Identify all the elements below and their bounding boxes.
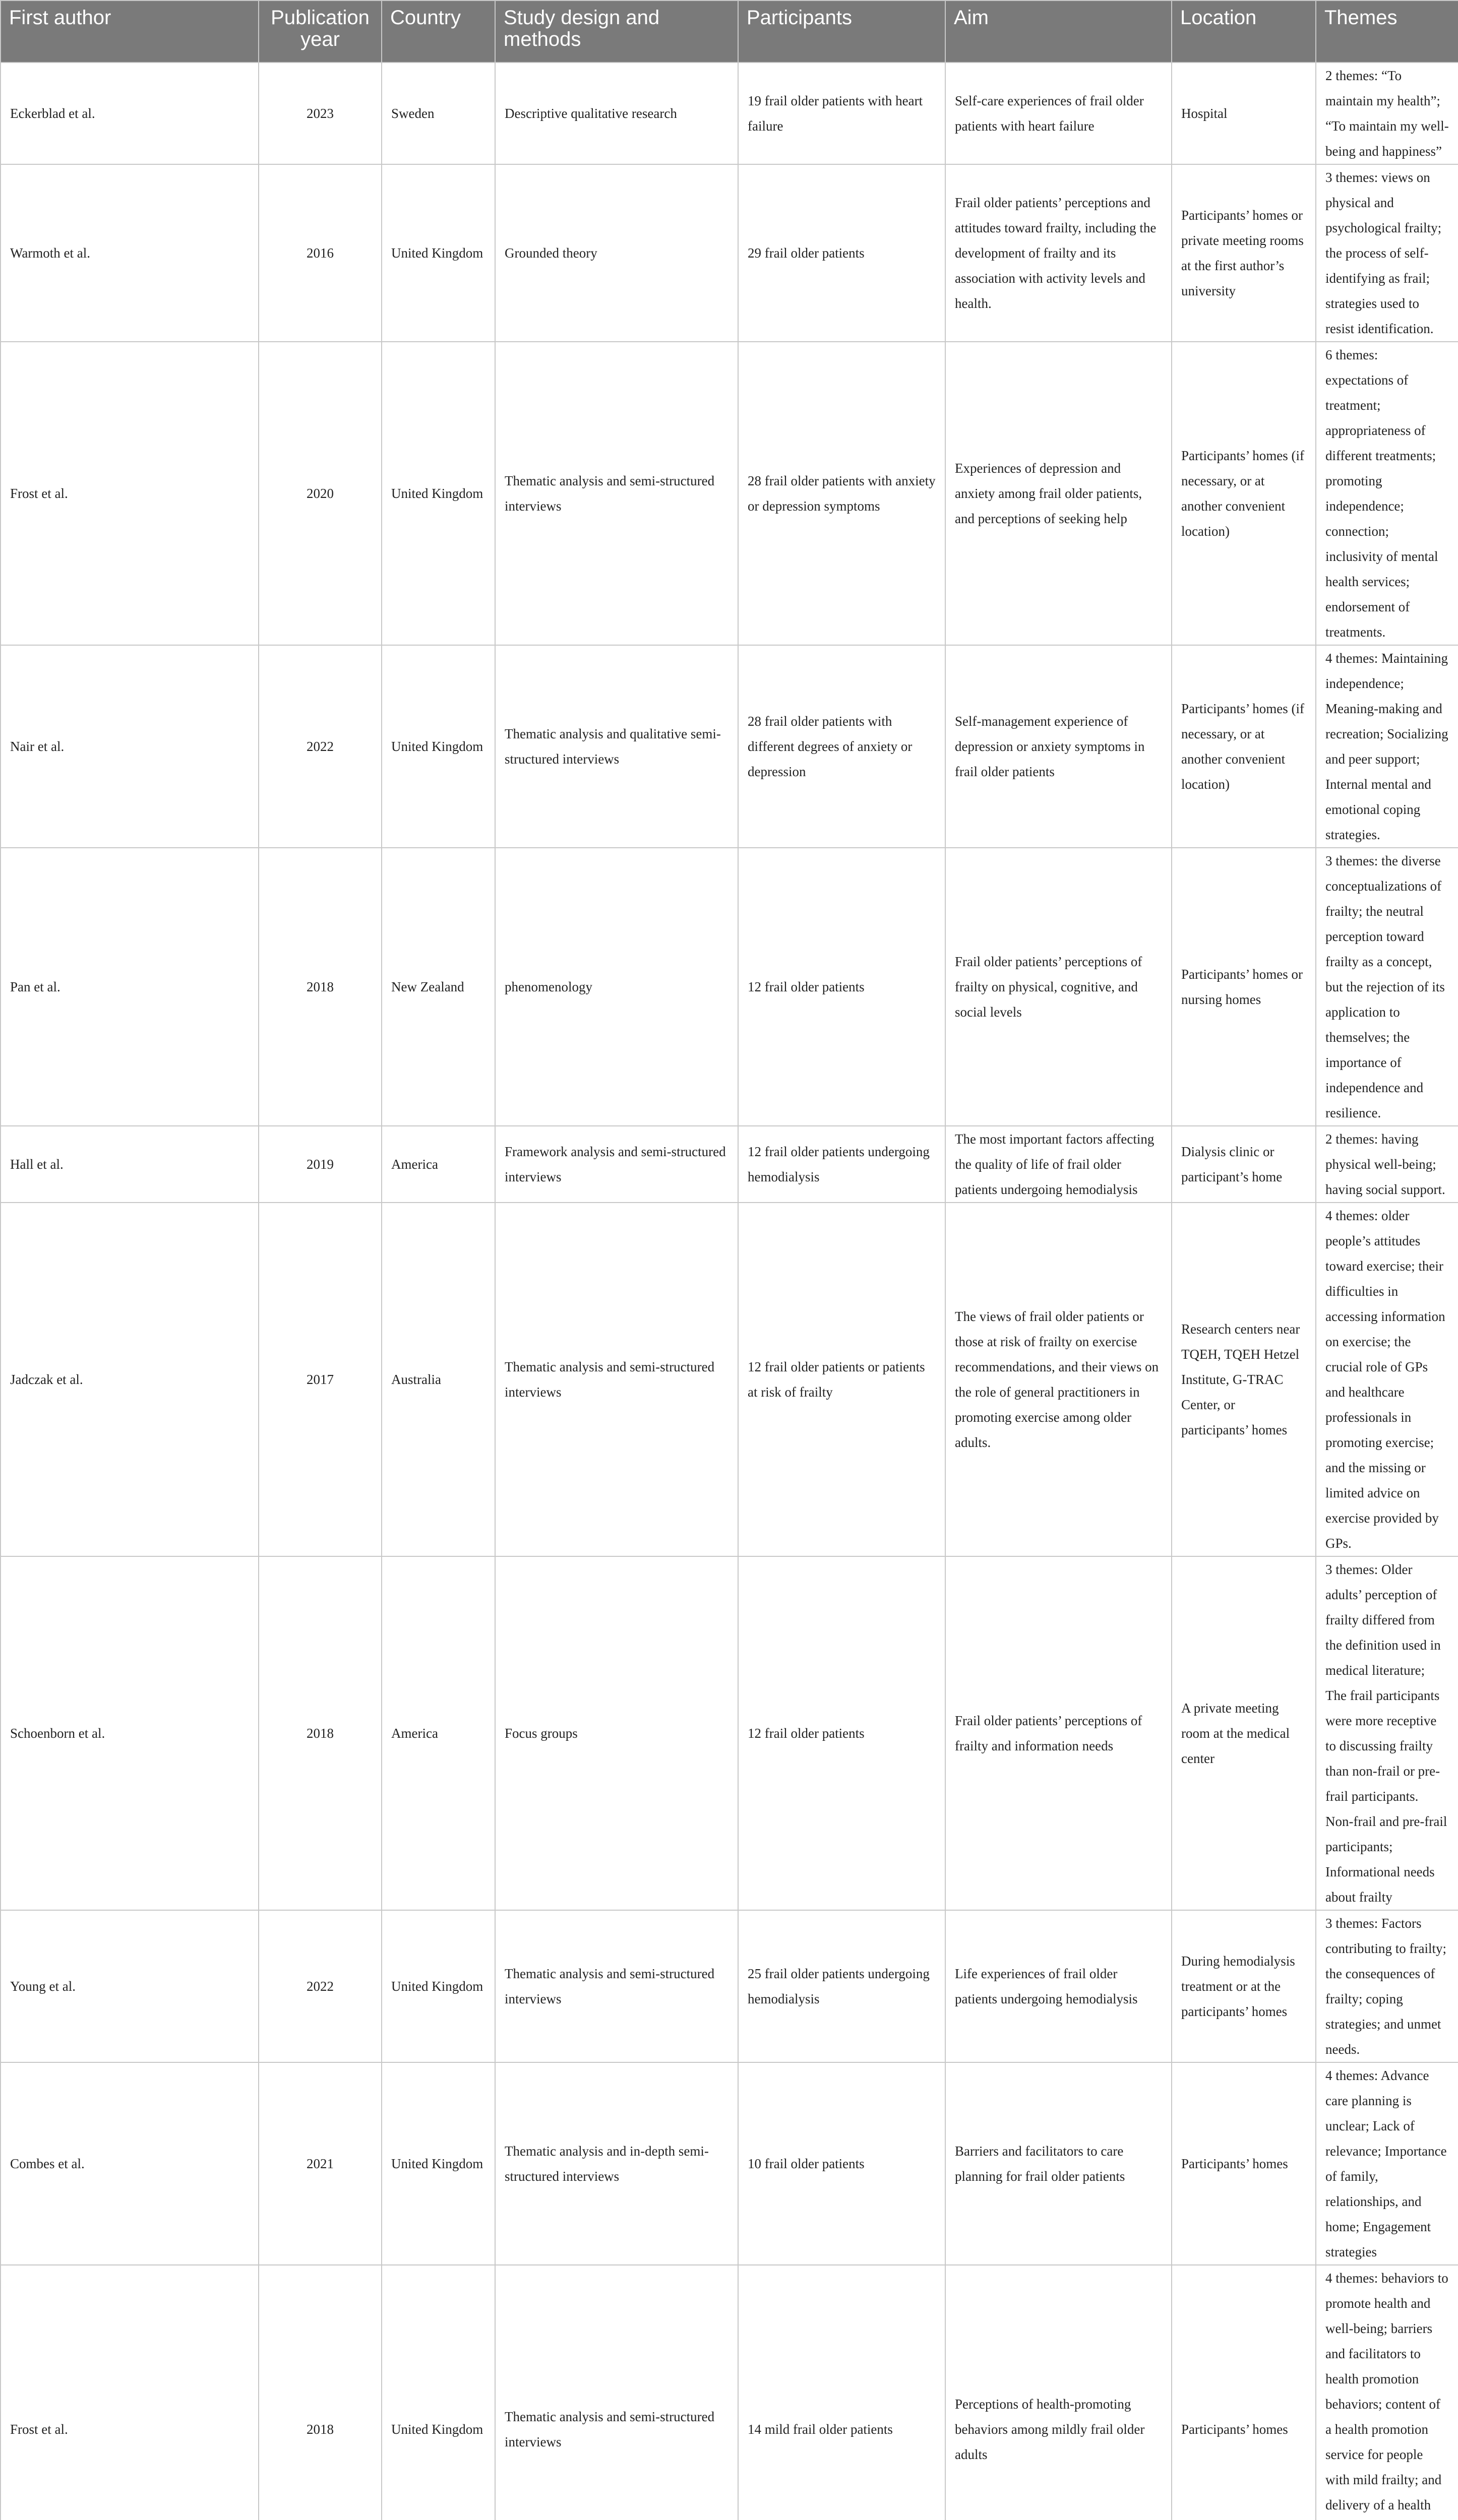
- cell-themes: 3 themes: views on physical and psychological frailty; the process of self-identifying as frail; strategies used to resist identification.: [1316, 164, 1458, 342]
- cell-study-design: Framework analysis and semi-structured interviews: [495, 1126, 738, 1203]
- cell-country: New Zealand: [382, 848, 495, 1126]
- cell-location: Participants’ homes: [1172, 2265, 1316, 2520]
- cell-aim: The most important factors affecting the quality of life of frail older patients undergoing hemodialysis: [945, 1126, 1172, 1203]
- cell-country: United Kingdom: [382, 2062, 495, 2265]
- cell-country: America: [382, 1126, 495, 1203]
- cell-themes: 3 themes: Factors contributing to frailty; the consequences of frailty; coping strategies; and unmet needs.: [1316, 1910, 1458, 2062]
- cell-country: United Kingdom: [382, 342, 495, 645]
- cell-first-author: Schoenborn et al.: [1, 1556, 259, 1910]
- cell-first-author: Pan et al.: [1, 848, 259, 1126]
- cell-aim: Life experiences of frail older patients undergoing hemodialysis: [945, 1910, 1172, 2062]
- cell-study-design: Grounded theory: [495, 164, 738, 342]
- cell-location: A private meeting room at the medical center: [1172, 1556, 1316, 1910]
- table-row: [1, 342, 1458, 645]
- cell-study-design: Focus groups: [495, 1556, 738, 1910]
- table-row: [1, 62, 1458, 164]
- cell-location: Dialysis clinic or participant’s home: [1172, 1126, 1316, 1203]
- cell-study-design: Thematic analysis and semi-structured interviews: [495, 1910, 738, 2062]
- cell-first-author: Young et al.: [1, 1910, 259, 2062]
- table-header: [1, 1, 1458, 62]
- cell-country: America: [382, 1556, 495, 1910]
- cell-study-design: Thematic analysis and semi-structured interviews: [495, 1203, 738, 1556]
- cell-location: Research centers near TQEH, TQEH Hetzel Institute, G-TRAC Center, or participants’ homes: [1172, 1203, 1316, 1556]
- cell-participants: 10 frail older patients: [738, 2062, 945, 2265]
- cell-publication-year: 2023: [259, 62, 382, 164]
- cell-aim: Frail older patients’ perceptions and attitudes toward frailty, including the development of frailty and its association with activity levels and health.: [945, 164, 1172, 342]
- cell-study-design: Descriptive qualitative research: [495, 62, 738, 164]
- cell-publication-year: 2018: [259, 2265, 382, 2520]
- cell-publication-year: 2022: [259, 1910, 382, 2062]
- cell-participants: 12 frail older patients: [738, 1556, 945, 1910]
- table-row: [1, 1556, 1458, 1910]
- cell-participants: 12 frail older patients undergoing hemodialysis: [738, 1126, 945, 1203]
- cell-participants: 14 mild frail older patients: [738, 2265, 945, 2520]
- cell-aim: The views of frail older patients or those at risk of frailty on exercise recommendations, and their views on the role of general practitioners in promoting exercise among older adults.: [945, 1203, 1172, 1556]
- header-publication-year: Publication year: [259, 1, 382, 62]
- cell-location: Participants’ homes or private meeting rooms at the first author’s university: [1172, 164, 1316, 342]
- cell-aim: Experiences of depression and anxiety among frail older patients, and perceptions of seeking help: [945, 342, 1172, 645]
- cell-aim: Self-management experience of depression or anxiety symptoms in frail older patients: [945, 645, 1172, 848]
- cell-participants: 29 frail older patients: [738, 164, 945, 342]
- cell-themes: 3 themes: the diverse conceptualizations of frailty; the neutral perception toward frailty as a concept, but the rejection of its application to themselves; the importance of independence and resilience.: [1316, 848, 1458, 1126]
- header-aim: Aim: [945, 1, 1172, 62]
- cell-aim: Frail older patients’ perceptions of frailty and information needs: [945, 1556, 1172, 1910]
- cell-participants: 19 frail older patients with heart failure: [738, 62, 945, 164]
- cell-first-author: Combes et al.: [1, 2062, 259, 2265]
- cell-location: Participants’ homes: [1172, 2062, 1316, 2265]
- header-country: Country: [382, 1, 495, 62]
- cell-publication-year: 2020: [259, 342, 382, 645]
- cell-publication-year: 2021: [259, 2062, 382, 2265]
- cell-first-author: Hall et al.: [1, 1126, 259, 1203]
- cell-themes: 4 themes: Maintaining independence; Meaning-making and recreation; Socializing and peer support; Internal mental and emotional coping strategies.: [1316, 645, 1458, 848]
- cell-aim: Barriers and facilitators to care planning for frail older patients: [945, 2062, 1172, 2265]
- cell-study-design: Thematic analysis and in-depth semi-structured interviews: [495, 2062, 738, 2265]
- cell-publication-year: 2019: [259, 1126, 382, 1203]
- cell-study-design: phenomenology: [495, 848, 738, 1126]
- header-study-design: Study design and methods: [495, 1, 738, 62]
- table-row: [1, 848, 1458, 1126]
- cell-participants: 12 frail older patients: [738, 848, 945, 1126]
- cell-themes: 2 themes: having physical well-being; having social support.: [1316, 1126, 1458, 1203]
- cell-location: During hemodialysis treatment or at the participants’ homes: [1172, 1910, 1316, 2062]
- table-row: [1, 1126, 1458, 1203]
- cell-participants: 25 frail older patients undergoing hemodialysis: [738, 1910, 945, 2062]
- cell-country: Sweden: [382, 62, 495, 164]
- cell-study-design: Thematic analysis and semi-structured interviews: [495, 342, 738, 645]
- table-body: [1, 62, 1458, 2520]
- cell-aim: Perceptions of health-promoting behaviors among mildly frail older adults: [945, 2265, 1172, 2520]
- cell-country: United Kingdom: [382, 645, 495, 848]
- cell-themes: 4 themes: behaviors to promote health and well-being; barriers and facilitators to health promotion behaviors; content of a health promotion service for people with mild frailty; and delivery of a health: [1316, 2265, 1458, 2520]
- cell-first-author: Nair et al.: [1, 645, 259, 848]
- header-first-author: First author: [1, 1, 259, 62]
- cell-publication-year: 2016: [259, 164, 382, 342]
- cell-country: Australia: [382, 1203, 495, 1556]
- header-participants: Participants: [738, 1, 945, 62]
- table-row: [1, 2265, 1458, 2520]
- cell-first-author: Warmoth et al.: [1, 164, 259, 342]
- cell-publication-year: 2018: [259, 848, 382, 1126]
- cell-themes: 4 themes: Advance care planning is unclear; Lack of relevance; Importance of family, relationships, and home; Engagement strategies: [1316, 2062, 1458, 2265]
- cell-location: Participants’ homes (if necessary, or at another convenient location): [1172, 645, 1316, 848]
- table-row: [1, 164, 1458, 342]
- table-row: [1, 645, 1458, 848]
- cell-themes: 4 themes: older people’s attitudes toward exercise; their difficulties in accessing information on exercise; the crucial role of GPs and healthcare professionals in promoting exercise; and the missing or limited advice on exercise provided by GPs.: [1316, 1203, 1458, 1556]
- cell-participants: 12 frail older patients or patients at risk of frailty: [738, 1203, 945, 1556]
- cell-first-author: Frost et al.: [1, 2265, 259, 2520]
- cell-country: United Kingdom: [382, 2265, 495, 2520]
- cell-first-author: Eckerblad et al.: [1, 62, 259, 164]
- cell-location: Participants’ homes or nursing homes: [1172, 848, 1316, 1126]
- header-row: [1, 1, 1458, 62]
- cell-study-design: Thematic analysis and qualitative semi-structured interviews: [495, 645, 738, 848]
- cell-first-author: Jadczak et al.: [1, 1203, 259, 1556]
- cell-participants: 28 frail older patients with anxiety or depression symptoms: [738, 342, 945, 645]
- cell-first-author: Frost et al.: [1, 342, 259, 645]
- cell-country: United Kingdom: [382, 164, 495, 342]
- table-row: [1, 1910, 1458, 2062]
- cell-themes: 6 themes: expectations of treatment; appropriateness of different treatments; promoting independence; connection; inclusivity of mental health services; endorsement of treatments.: [1316, 342, 1458, 645]
- cell-aim: Frail older patients’ perceptions of frailty on physical, cognitive, and social levels: [945, 848, 1172, 1126]
- cell-country: United Kingdom: [382, 1910, 495, 2062]
- cell-participants: 28 frail older patients with different degrees of anxiety or depression: [738, 645, 945, 848]
- cell-location: Participants’ homes (if necessary, or at another convenient location): [1172, 342, 1316, 645]
- cell-themes: 3 themes: Older adults’ perception of frailty differed from the definition used in medical literature; The frail participants were more receptive to discussing frailty than non-frail or pre-frail participants. Non-frail and pre-frail participants; Informational needs about frailty: [1316, 1556, 1458, 1910]
- header-location: Location: [1172, 1, 1316, 62]
- cell-study-design: Thematic analysis and semi-structured interviews: [495, 2265, 738, 2520]
- table-row: [1, 2062, 1458, 2265]
- cell-publication-year: 2018: [259, 1556, 382, 1910]
- cell-publication-year: 2017: [259, 1203, 382, 1556]
- header-themes: Themes: [1316, 1, 1458, 62]
- table-row: [1, 1203, 1458, 1556]
- cell-publication-year: 2022: [259, 645, 382, 848]
- cell-themes: 2 themes: “To maintain my health”; “To maintain my well-being and happiness”: [1316, 62, 1458, 164]
- cell-aim: Self-care experiences of frail older patients with heart failure: [945, 62, 1172, 164]
- cell-location: Hospital: [1172, 62, 1316, 164]
